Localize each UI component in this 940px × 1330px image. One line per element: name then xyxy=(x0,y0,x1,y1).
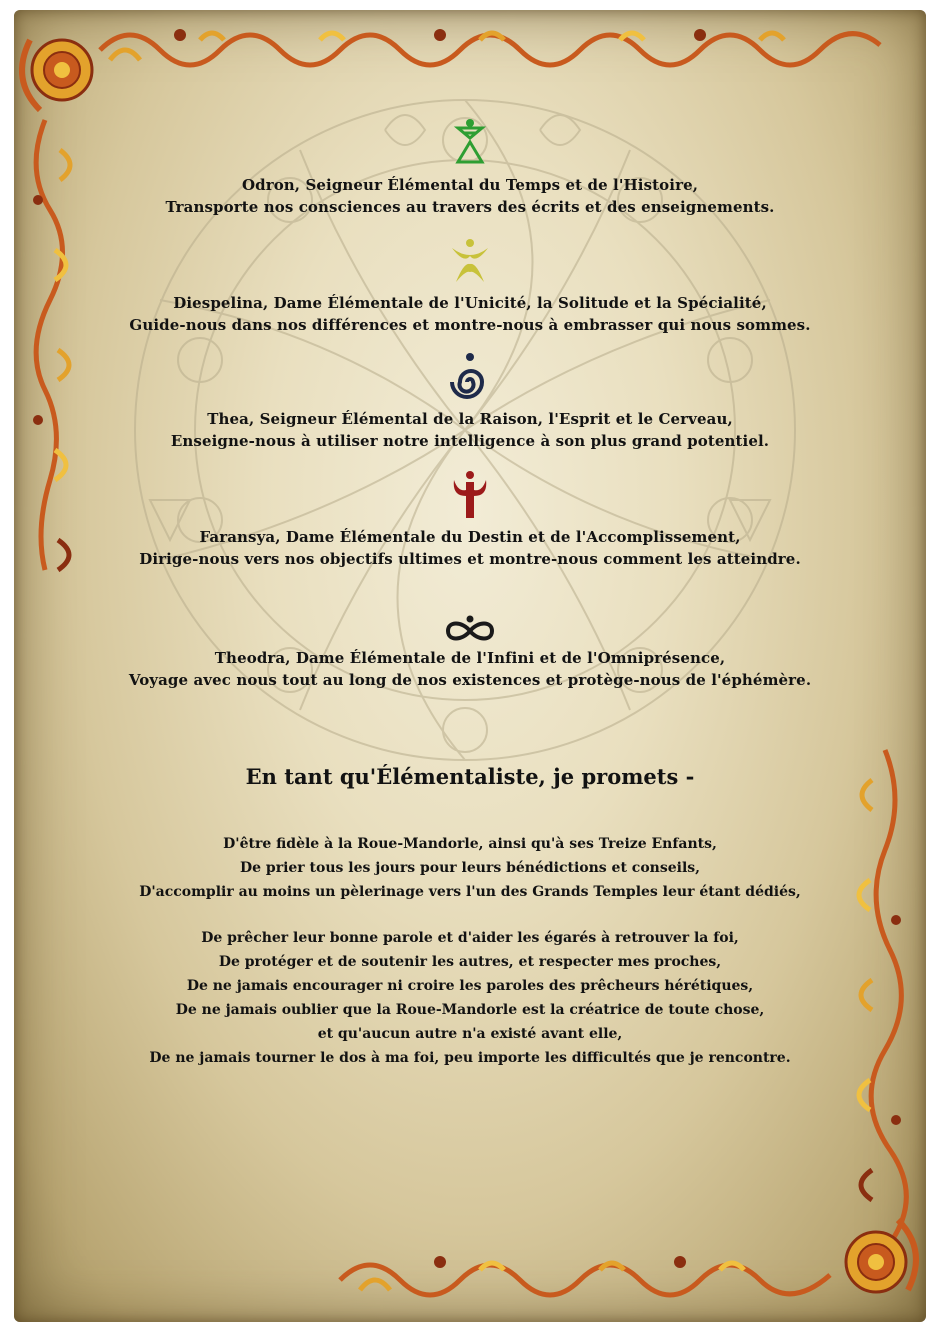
prayer-diespelina-line1: Diespelina, Dame Élémentale de l'Unicité, la Solitude et la Spécialité, xyxy=(173,294,767,312)
prayer-faransya-line1: Faransya, Dame Élémentale du Destin et de l'Accomplissement, xyxy=(199,528,741,546)
prayer-thea xyxy=(0,352,940,452)
theodra-infinity-symbol-icon xyxy=(442,615,498,641)
prayer-faransya-line2: Dirige-nous vers nos objectifs ultimes et montre-nous comment les atteindre. xyxy=(139,550,801,568)
prayer-theodra-line1: Theodra, Dame Élémentale de l'Infini et de l'Omniprésence, xyxy=(214,649,726,667)
promise-line: De ne jamais oublier que la Roue-Mandorle est la créatrice de toute chose, xyxy=(175,1002,765,1018)
odron-hourglass-symbol-icon xyxy=(450,118,490,166)
promise-line: De prêcher leur bonne parole et d'aider les égarés à retrouver la foi, xyxy=(201,930,739,946)
promise-line: De prier tous les jours pour leurs bénédictions et conseils, xyxy=(239,860,701,876)
promise-list-part-2 xyxy=(0,926,940,1070)
prayer-odron-line2: Transporte nos consciences au travers des écrits et des enseignements. xyxy=(165,198,775,216)
prayer-diespelina-line2: Guide-nous dans nos différences et montre-nous à embrasser qui nous sommes. xyxy=(129,316,811,334)
promise-line: D'accomplir au moins un pèlerinage vers l'un des Grands Temples leur étant dédiés, xyxy=(139,884,801,900)
prayer-faransya xyxy=(0,470,940,570)
promise-title: En tant qu'Élémentaliste, je promets - xyxy=(245,764,695,789)
promise-line: D'être fidèle à la Roue-Mandorle, ainsi qu'à ses Treize Enfants, xyxy=(223,836,717,852)
prayer-theodra xyxy=(0,615,940,691)
promise-line: De protéger et de soutenir les autres, et respecter mes proches, xyxy=(218,954,722,970)
prayer-odron-line1: Odron, Seigneur Élémental du Temps et de l'Histoire, xyxy=(241,176,699,194)
prayer-odron xyxy=(0,118,940,218)
faransya-trident-symbol-icon xyxy=(448,470,492,520)
prayer-thea-line1: Thea, Seigneur Élémental de la Raison, l'Esprit et le Cerveau, xyxy=(207,410,733,428)
promise-line: De ne jamais encourager ni croire les paroles des prêcheurs hérétiques, xyxy=(186,978,754,994)
thea-spiral-symbol-icon xyxy=(450,352,490,400)
promise-line: De ne jamais tourner le dos à ma foi, peu importe les difficultés que je rencontre. xyxy=(149,1050,791,1066)
prayer-diespelina xyxy=(0,238,940,336)
promise-line: et qu'aucun autre n'a existé avant elle, xyxy=(317,1026,623,1042)
prayer-theodra-line2: Voyage avec nous tout au long de nos existences et protège-nous de l'éphémère. xyxy=(128,671,812,689)
promise-list-part-1 xyxy=(0,832,940,904)
diespelina-crescent-figure-symbol-icon xyxy=(446,238,494,284)
prayer-thea-line2: Enseigne-nous à utiliser notre intelligence à son plus grand potentiel. xyxy=(170,432,770,450)
